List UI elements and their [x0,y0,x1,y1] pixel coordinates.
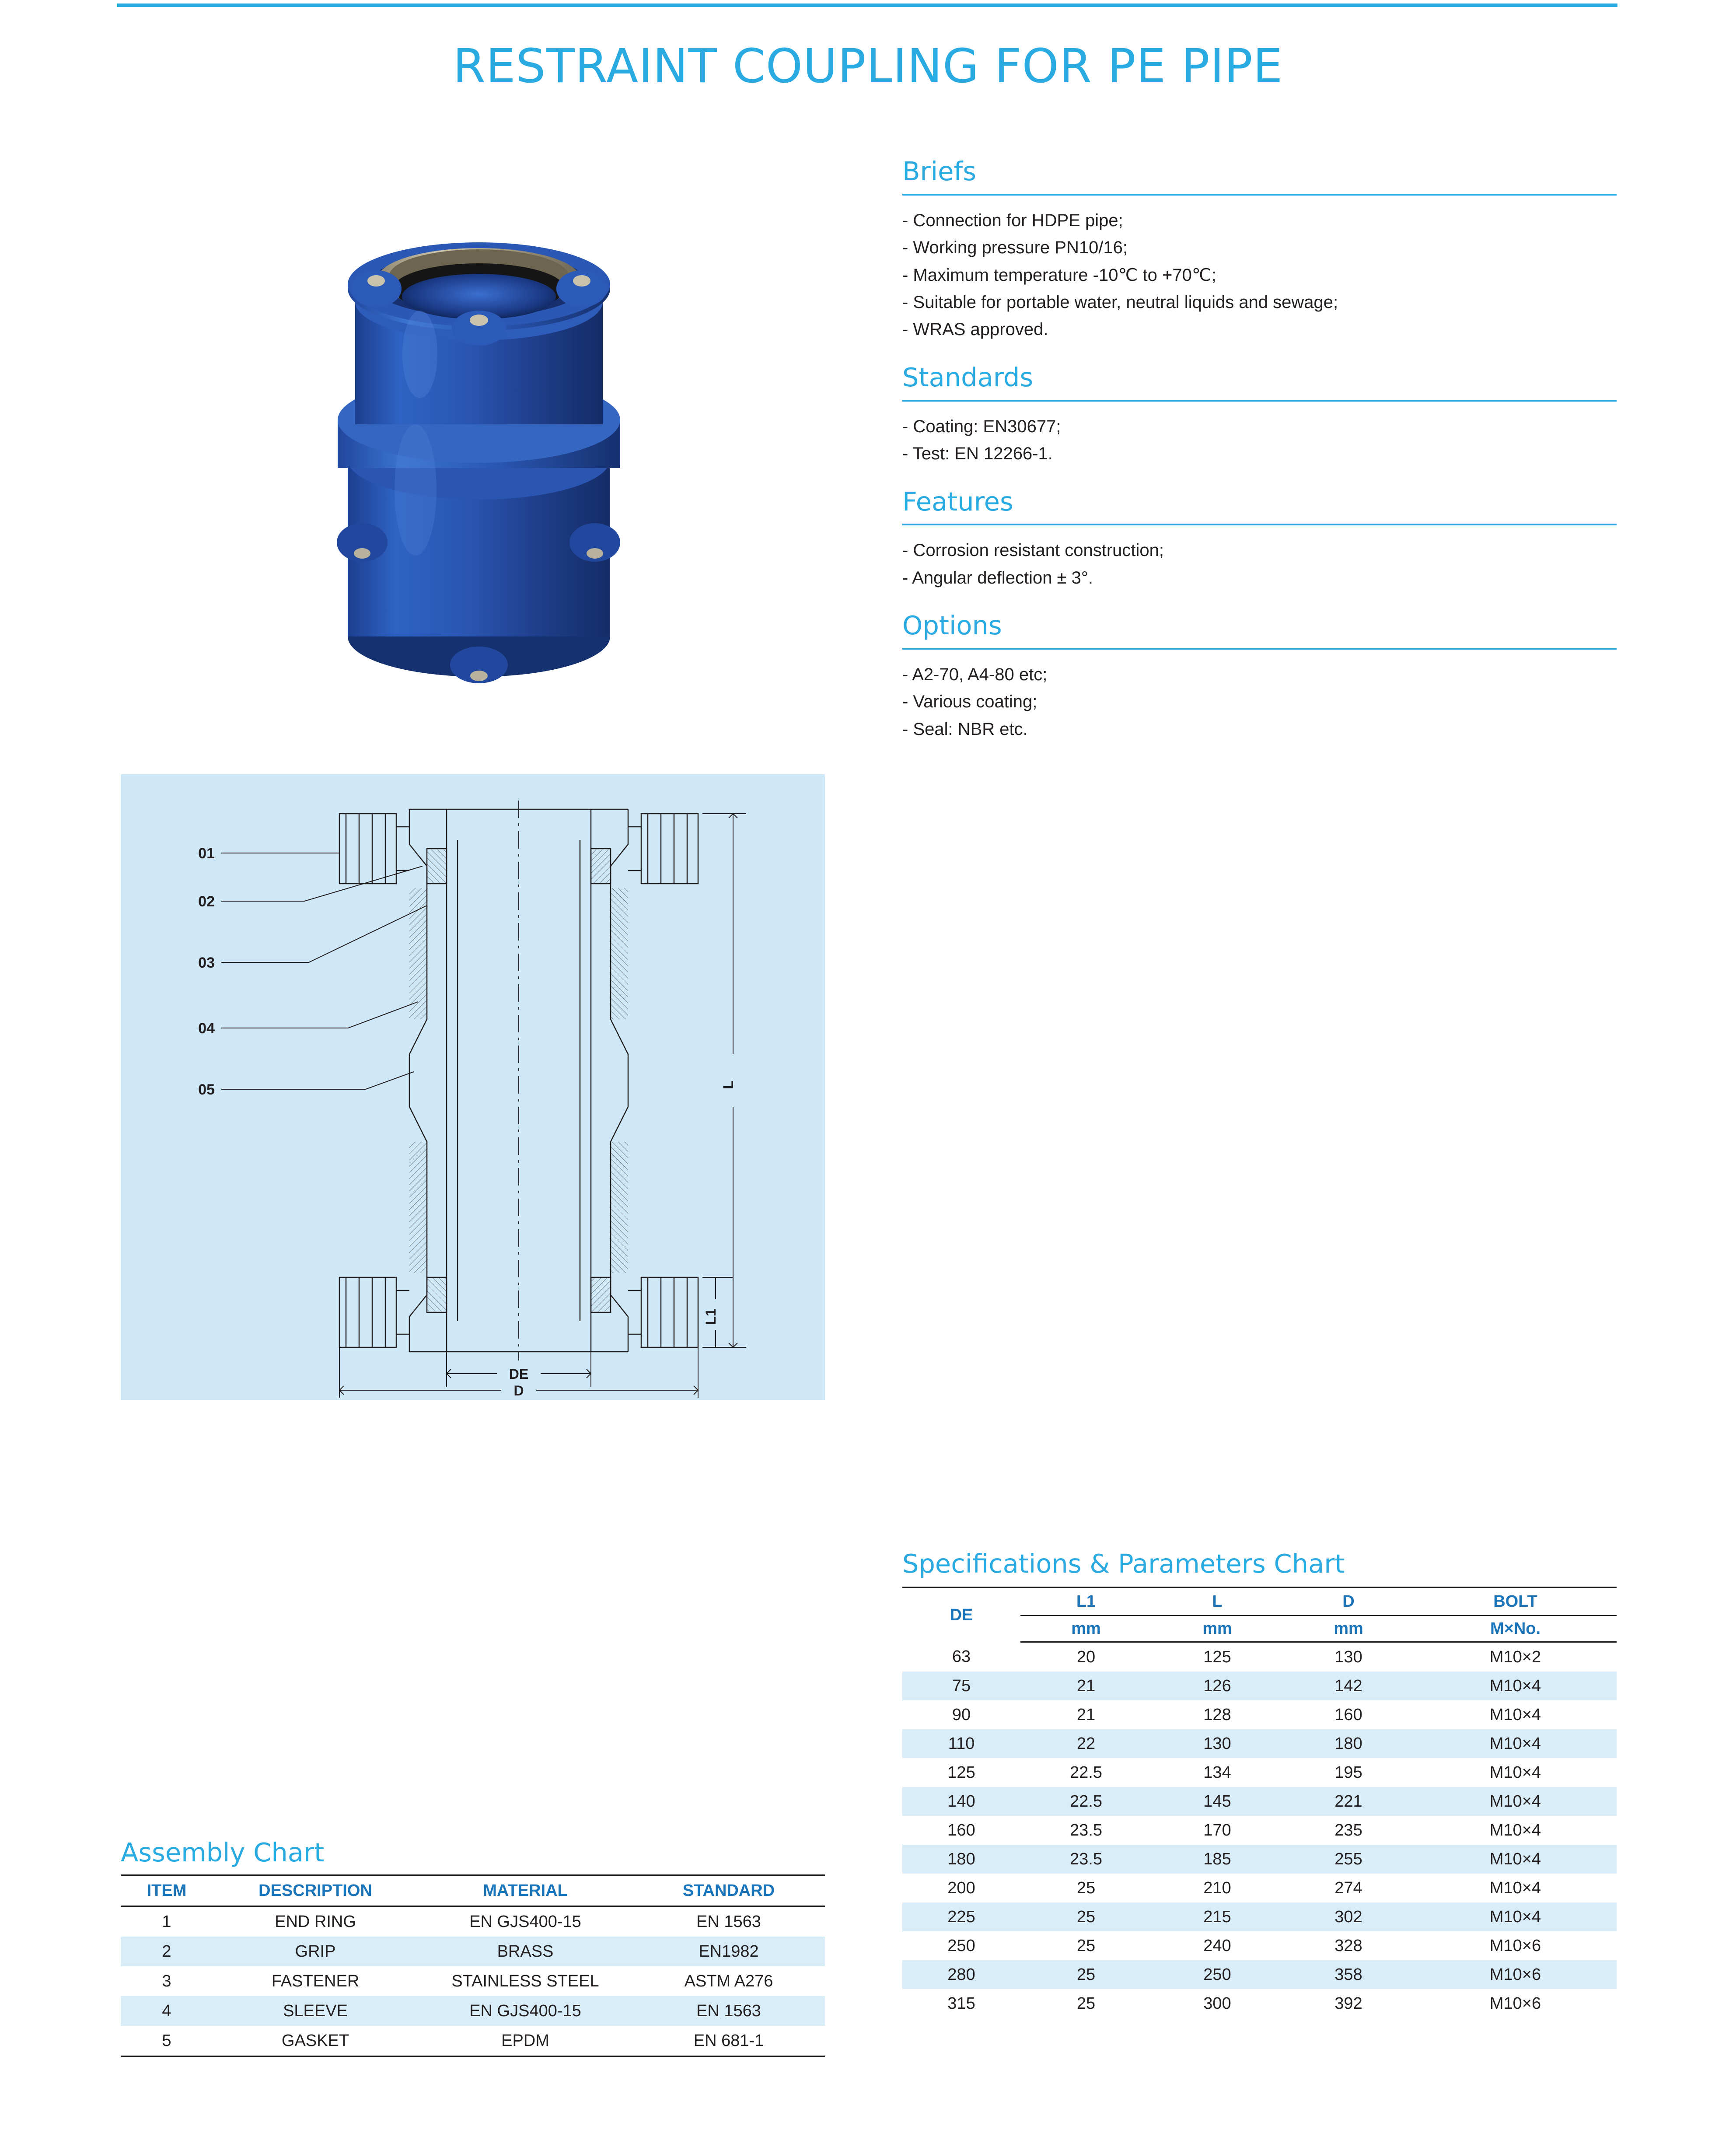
cell-item: 3 [162,1972,171,1990]
cell-d: 255 [1283,1845,1414,1874]
header-item: ITEM [121,1875,213,1906]
cell-l1: 25 [1076,1994,1096,2013]
standards-divider [902,400,1617,402]
cell-d: 130 [1334,1648,1362,1666]
cell-standard: ASTM A276 [684,1972,773,1990]
standards-list [902,413,1617,468]
technical-drawing-panel [121,774,825,1400]
cell-de: 180 [902,1845,1020,1874]
table-row [121,1966,825,1996]
briefs-item: - WRAS approved. [902,320,1048,339]
briefs-heading: Briefs [902,156,976,186]
cell-bolt: M10×4 [1489,1879,1541,1897]
cell-bolt: M10×6 [1489,1994,1541,2013]
assembly-header-row [121,1875,825,1906]
features-item: - Angular deflection ± 3°. [902,568,1093,587]
cell-l1: 25 [1020,1902,1152,1931]
cell-de: 110 [902,1729,1020,1758]
product-photo [245,157,713,722]
header-l1-unit: mm [1020,1615,1152,1642]
briefs-item: - Suitable for portable water, neutral liquids and sewage; [902,293,1338,312]
cell-d: 142 [1283,1671,1414,1700]
options-list [902,661,1617,743]
table-row [902,1671,1617,1700]
cell-material: BRASS [418,1937,632,1966]
cell-de: 280 [902,1960,1020,1989]
table-row [902,1874,1617,1902]
cell-description: FASTENER [271,1972,360,1990]
options-heading: Options [902,610,1002,641]
cell-bolt: M10×6 [1489,1937,1541,1955]
table-row [902,1787,1617,1816]
cell-de: 250 [947,1937,975,1955]
cell-d: 274 [1334,1879,1362,1897]
cell-bolt: M10×4 [1414,1902,1617,1931]
options-item: - Seal: NBR etc. [902,719,1028,739]
cell-bolt: M10×4 [1489,1821,1541,1839]
cell-d: 392 [1334,1994,1362,2013]
table-row [121,2026,825,2056]
top-divider [117,3,1617,7]
cell-bolt: M10×4 [1414,1729,1617,1758]
table-row [902,1902,1617,1931]
cell-l: 170 [1203,1821,1231,1839]
callout-03: 03 [198,955,215,971]
table-row [902,1845,1617,1874]
assembly-title: Assembly Chart [121,1837,325,1867]
cell-l: 128 [1203,1706,1231,1724]
header-d: D [1283,1588,1414,1616]
options-item: - Various coating; [902,692,1037,712]
specifications-table [902,1587,1617,2018]
briefs-item: - Maximum temperature -10℃ to +70℃; [902,265,1216,285]
options-item: - A2-70, A4-80 etc; [902,665,1048,685]
header-l: L [1152,1588,1283,1616]
table-row [121,1937,825,1966]
cell-standard: EN 681-1 [632,2026,825,2056]
cell-d: 302 [1283,1902,1414,1931]
cell-item: 5 [121,2026,213,2056]
cell-bolt: M10×2 [1489,1648,1541,1666]
header-de: DE [902,1588,1020,1642]
cell-l: 215 [1152,1902,1283,1931]
briefs-item: - Working pressure PN10/16; [902,238,1128,258]
cell-description: SLEEVE [213,1996,418,2026]
cell-d: 328 [1334,1937,1362,1955]
cell-description: END RING [275,1913,356,1931]
dim-DE: DE [509,1366,529,1382]
table-row [902,1700,1617,1729]
cell-l1: 22.5 [1020,1787,1152,1816]
cell-l1: 21 [1020,1671,1152,1700]
cell-l: 125 [1203,1648,1231,1666]
cell-d: 195 [1334,1763,1362,1782]
cell-l: 210 [1203,1879,1231,1897]
header-l1: L1 [1020,1588,1152,1616]
cell-material: EN GJS400-15 [418,1996,632,2026]
cell-de: 125 [947,1763,975,1782]
features-item: - Corrosion resistant construction; [902,541,1164,560]
cell-l1: 22 [1020,1729,1152,1758]
cell-standard: EN1982 [632,1937,825,1966]
cell-de: 160 [947,1821,975,1839]
table-row [902,1758,1617,1787]
cell-l1: 20 [1076,1648,1096,1666]
cell-de: 225 [902,1902,1020,1931]
table-row [902,1642,1617,1672]
cell-l1: 22.5 [1070,1763,1102,1782]
cell-d: 180 [1283,1729,1414,1758]
cell-bolt: M10×4 [1414,1787,1617,1816]
cell-l: 145 [1152,1787,1283,1816]
cell-material: EN GJS400-15 [469,1913,581,1931]
cell-material: STAINLESS STEEL [451,1972,599,1990]
header-description: DESCRIPTION [213,1875,418,1906]
cell-l: 300 [1203,1994,1231,2013]
callout-05: 05 [198,1081,215,1098]
cell-bolt: M10×6 [1414,1960,1617,1989]
briefs-divider [902,194,1617,196]
features-divider [902,524,1617,525]
standards-heading: Standards [902,362,1034,392]
cell-l: 185 [1152,1845,1283,1874]
cell-de: 75 [902,1671,1020,1700]
table-header-row [902,1588,1617,1616]
cell-bolt: M10×4 [1489,1706,1541,1724]
cell-l: 250 [1152,1960,1283,1989]
standards-item: - Coating: EN30677; [902,416,1061,436]
dim-L: L [720,1080,736,1089]
table-row [902,1989,1617,2018]
cell-l1: 25 [1076,1879,1096,1897]
assembly-body [121,1906,825,2056]
cell-d: 358 [1283,1960,1414,1989]
cell-bolt: M10×4 [1414,1671,1617,1700]
assembly-section [121,1837,825,2057]
cell-d: 160 [1334,1706,1362,1724]
cell-l1: 23.5 [1070,1821,1102,1839]
cell-l1: 25 [1020,1960,1152,1989]
options-divider [902,648,1617,650]
cell-material: EPDM [418,2026,632,2056]
features-list [902,537,1617,591]
cell-item: 2 [121,1937,213,1966]
briefs-list [902,207,1617,343]
cell-bolt: M10×4 [1414,1845,1617,1874]
header-d-unit: mm [1283,1615,1414,1642]
table-row [902,1729,1617,1758]
table-row [121,1996,825,2026]
callout-01: 01 [198,845,215,862]
specifications-title: Specifications & Parameters Chart [902,1549,1345,1579]
cell-l: 130 [1152,1729,1283,1758]
header-material: MATERIAL [418,1875,632,1906]
dim-D: D [513,1383,524,1399]
cell-l1: 23.5 [1020,1845,1152,1874]
cell-de: 315 [947,1994,975,2013]
header-bolt-unit: M×No. [1414,1615,1617,1642]
cell-standard: EN 1563 [632,1996,825,2026]
callout-02: 02 [198,893,215,910]
cell-l1: 21 [1076,1706,1096,1724]
page-title: RESTRAINT COUPLING FOR PE PIPE [453,39,1283,94]
info-column [902,157,1617,763]
cell-d: 221 [1283,1787,1414,1816]
cell-standard: EN 1563 [696,1913,761,1931]
briefs-item: - Connection for HDPE pipe; [902,210,1123,230]
cell-de: 63 [952,1647,971,1666]
cell-de: 140 [902,1787,1020,1816]
dim-L1: L1 [703,1308,719,1325]
standards-item: - Test: EN 12266-1. [902,444,1053,464]
table-row [902,1931,1617,1960]
header-standard: STANDARD [632,1875,825,1906]
table-row [902,1816,1617,1845]
header-bolt: BOLT [1414,1588,1617,1616]
table-row [121,1906,825,1937]
cell-d: 235 [1334,1821,1362,1839]
cell-de: 200 [947,1879,975,1897]
specifications-body [902,1642,1617,2018]
assembly-table [121,1874,825,2057]
cell-item: 4 [121,1996,213,2026]
cell-item: 1 [162,1913,171,1931]
callout-04: 04 [198,1020,215,1037]
cell-l: 134 [1203,1763,1231,1782]
cell-description: GRIP [213,1937,418,1966]
specifications-section [902,1549,1617,2018]
cell-bolt: M10×4 [1489,1763,1541,1782]
features-heading: Features [902,486,1013,517]
cell-l1: 25 [1076,1937,1096,1955]
cell-description: GASKET [213,2026,418,2056]
cell-l: 126 [1152,1671,1283,1700]
table-row [902,1960,1617,1989]
header-l-unit: mm [1152,1615,1283,1642]
cell-de: 90 [952,1706,971,1724]
cell-l: 240 [1203,1937,1231,1955]
